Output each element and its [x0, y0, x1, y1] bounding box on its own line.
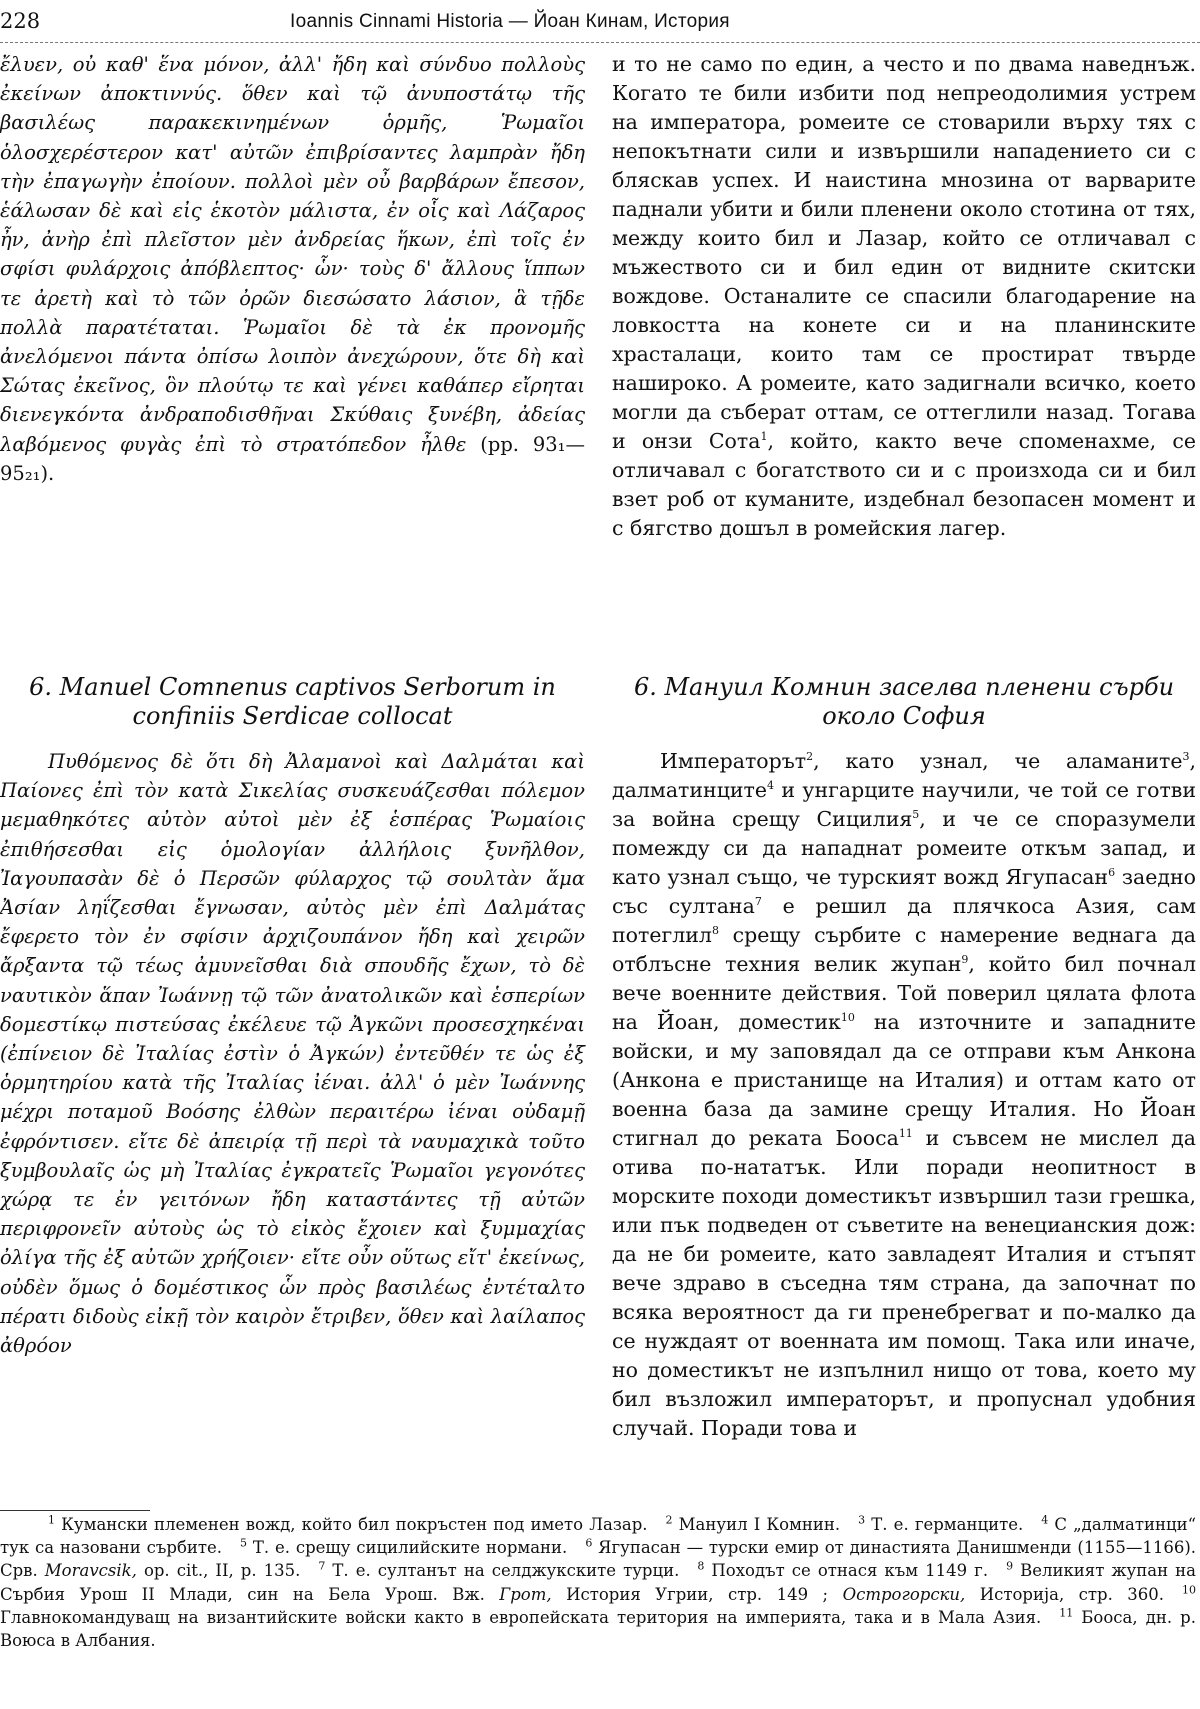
- text-run: История Угрии, стр. 149 ;: [551, 1584, 829, 1604]
- footnote-number: 9: [1006, 1559, 1014, 1573]
- footnote-number: 3: [858, 1513, 866, 1527]
- text-run: Т. е. германците.: [865, 1515, 1024, 1534]
- translation-paragraph: [612, 747, 1196, 1443]
- text-run: Острогорски,: [828, 1584, 966, 1604]
- footnote-number: 4: [1041, 1513, 1049, 1527]
- text-run: срещу сърбите с намерение веднага да отблъсне техния велик жупан: [612, 923, 1196, 976]
- footnote-marker: 11: [898, 1127, 913, 1141]
- greek-text-top: [0, 50, 585, 488]
- page-header: [0, 5, 1200, 41]
- header-rule: [0, 42, 1200, 43]
- text-run: Императорът: [660, 749, 807, 773]
- footnote-3: [858, 1515, 1023, 1534]
- text-run: Ягупасан — турски емир от династията Данишменди (1155—1166). Срв.: [0, 1538, 1196, 1581]
- footnote-number: 7: [318, 1559, 326, 1573]
- footnote-block: [0, 1513, 1196, 1652]
- footnote-number: 2: [665, 1513, 673, 1527]
- text-run: и унгарците научили, че той се готви за война срещу Сицилия: [612, 778, 1196, 831]
- section-heading-bulgarian: 6. Мануил Комнин заселва пленени сърби около София: [633, 673, 1175, 730]
- footnote-1: [48, 1515, 648, 1534]
- text-run: , като узнал, че аламаните: [813, 749, 1183, 773]
- translation-text: , който, както вече споменахме, се отличавал с богатството си и с произхода си и бил взет роб от куманите, издебнал безопасен момент и с бягство дошъл в ромейския лагер.: [612, 429, 1196, 540]
- text-run: на източните и западните войски, и му заповядал да се отправи към Анкона (Анкона е пристанище на Италия) и оттам като от военна база да замине срещу Италия. Но Йоан стигнал до реката Бооса: [612, 1010, 1196, 1150]
- footnote-marker: 3: [1182, 750, 1190, 764]
- footnote-marker: 4: [767, 779, 775, 793]
- text-run: Грот,: [484, 1584, 552, 1604]
- text-run: Кумански племенен вожд, който бил покръстен под името Лазар.: [55, 1515, 648, 1534]
- footnote-7: [318, 1561, 679, 1580]
- text-run: , далматинците: [612, 749, 1196, 802]
- footnote-number: 10: [1182, 1583, 1197, 1597]
- footnote-marker: 5: [912, 808, 920, 822]
- footnote-number: 11: [1059, 1606, 1074, 1620]
- text-run: Т. е. срещу сицилийските нормани.: [247, 1538, 568, 1558]
- footnote-marker: 1: [760, 430, 768, 444]
- footnote-marker: 2: [806, 750, 814, 764]
- section-heading-latin: 6. Manuel Comnenus captivos Serborum in confiniis Serdicae collocat: [29, 673, 556, 730]
- text-run: е решил да плячкоса Азия, сам потеглил: [612, 894, 1196, 947]
- footnote-number: 6: [585, 1536, 593, 1550]
- text-run: Т. е. султанът на селджукските турци.: [325, 1561, 680, 1581]
- greek-text-bottom: [0, 747, 585, 1360]
- footnote-number: 8: [697, 1559, 705, 1573]
- footnote-marker: 9: [961, 953, 969, 967]
- text-run: С „далматинци“ тук са назовани сърбите.: [0, 1515, 1197, 1558]
- text-run: Мануил I Комнин.: [672, 1515, 841, 1534]
- text-run: и съвсем не мислел да отива по-нататък. Или поради неопитност в морските походи доместикът извършил тази грешка, или пък подведен от съветите на венецианския дож: да не би ромеите, като завладеят Италия и стъпят вече здраво в съседна тям страна, да започнат по всяка вероятност да ги пренебрегват и по-малко да се нуждаят от военната им помощ. Така или иначе, но доместикът не изпълнил нищо от това, което му бил възложил императорът, и пропуснал удобния случай. Поради това и: [612, 1126, 1197, 1440]
- text-run: Главнокомандуващ на византийските войски както в европейската територия на империята, така и в Мала Азия.: [0, 1607, 1042, 1627]
- footnote-2: [666, 1515, 841, 1534]
- page-number: 228: [0, 9, 41, 33]
- translation-text: и то не само по един, а често и по двама наведнъж. Когато те били избити под непреодолимия устрем на императора, ромеите се стоварили върху тях с непокътнати сили и извършили нападението си с бляскав успех. И наистина мнозина от варварите паднали убити и били пленени около стотина от тях, между които бил и Лазар, който се отличавал с мъжеството си и бил един от видните скитски вождове. Останалите се спасили благодарение на ловкостта на конете си и на планинските храсталаци, които там се простират твърде нашироко. А ромеите, като задигнали всичко, което могли да съберат оттам, се оттеглили назад. Тогава и онзи Сота: [612, 52, 1196, 453]
- footnote-5: [240, 1538, 567, 1557]
- footnote-marker: 6: [1108, 866, 1116, 880]
- bulgarian-text-bottom: [612, 747, 1196, 1443]
- text-run: Великият жупан на Сърбия Урош II Млади, син на Бела Урош. Вж.: [0, 1561, 1196, 1604]
- text-run: заедно със султана: [612, 865, 1197, 918]
- text-run: Бооса, дн. р. Воюса в Албания.: [0, 1607, 1196, 1651]
- footnotes: [0, 1513, 1196, 1652]
- text-run: , и че се споразумели помежду си да нападнат ромеите откъм запад, и като узнал също, че турският вожд Ягупасан: [612, 807, 1196, 889]
- greek-paragraph: ἔλυεν, οὐ καθ' ἕνα μόνον, ἀλλ' ἤδη καὶ σύνδυο πολλοὺς ἐκείνων ἀποκτιννύς. ὅθεν καὶ τῷ ἀνυποστάτῳ τῆς βασιλέως παρακεκινημένων ὁρμῆς, Ῥωμαῖοι ὁλοσχερέστερον κατ' αὐτῶν ἐπιβρίσαντες λαμπρὰν ἤδη τὴν ἐπαγωγὴν ἐποίουν. πολλοὶ μὲν οὖ βαρβάρων ἔπεσον, ἑάλωσαν δὲ καὶ εἰς ἑκοτὸν μάλιστα, ἐν οἷς καὶ Λάζαρος ἦν, ἀνὴρ ἐπὶ πλεῖστον μὲν ἀνδρείας ἥκων, ἐπὶ τοῖς ἐν σφίσι φυλάρχοις ἀπόβλεπτος· ὧν· τοὺς δ' ἄλλους ἵππων τε ἀρετὴ καὶ τὸ τῶν ὀρῶν διεσώσατο λάσιον, ἃ τῇδε πολλὰ παρατέταται. Ῥωμαῖοι δὲ τὰ ἐκ προνομῆς ἀνελόμενοι πάντα ὀπίσω λοιπὸν ἀνεχώρουν, ὅτε δὴ καὶ Σώτας ἐκεῖνος, ὃν πλούτῳ τε καὶ γένει καθάπερ εἴρηται διενεγκόντα ἀνδραποδισθῆναι Σκύθαις ξυνέβη, ἀδείας λαβόμενος φυγὰς ἐπὶ τὸ στρατόπεδον ἦλθε: [0, 53, 585, 456]
- footnote-number: 5: [240, 1536, 248, 1550]
- text-run: , който бил почнал вече военните действия. Той поверил цялата флота на Йоан, доместик: [612, 952, 1196, 1034]
- footnote-marker: 10: [840, 1011, 855, 1025]
- bulgarian-text-top: [612, 50, 1196, 543]
- text-run: Походът се отнася към 1149 г.: [704, 1561, 989, 1581]
- footnote-8: [697, 1561, 988, 1580]
- running-head: Ioannis Cinnami Historia — Йоан Кинам, История: [290, 11, 730, 32]
- footnote-marker: 8: [711, 924, 719, 938]
- source-reference: (pp. 93₁—95₂₁).: [0, 432, 586, 485]
- footnote-marker: 7: [754, 895, 762, 909]
- footnote-rule: [0, 1510, 150, 1511]
- text-run: Историја, стр. 360.: [965, 1584, 1165, 1604]
- text-run: Moravcsik,: [37, 1561, 137, 1581]
- text-run: op. cit., II, p. 135.: [136, 1561, 301, 1581]
- greek-paragraph: Πυθόμενος δὲ ὅτι δὴ Ἀλαμανοὶ καὶ Δαλμάται καὶ Παίονες ἐπὶ τὸν κατὰ Σικελίας συσκευάζεσθαι πόλεμον μεμαθηκότες αὐτὸν αὐτοὶ μὲν ἐξ ἑσπέρας Ῥωμαίοις ἐπιθήσεσθαι εἰς ὁμολογίαν ἀλλήλοις ξυνῆλθον, Ἰαγουπασὰν δὲ ὁ Περσῶν φύλαρχος τῷ σουλτὰν ἅμα Ἀσίαν ληΐζεσθαι ἔγνωσαν, αὐτὸς μὲν ἐπὶ Δαλμάτας ἔφερετο τὸν ἐν σφίσιν ἀρχιζουπάνον ἤδη καὶ χειρῶν ἄρξαντα τῷ τέως ἀμυνεῖσθαι διὰ σπουδῆς ἔχων, τὸ δὲ ναυτικὸν ἅπαν Ἰωάννῃ τῷ τῶν ἀνατολικῶν καὶ ἑσπερίων δομεστίκῳ πιστεύσας ἐκέλευε τῷ Ἀγκῶνι προσεσχηκέναι (ἐπίνειον δὲ Ἰταλίας ἐστὶν ὁ Ἀγκών) ἐντεῦθέν τε ὡς ἐξ ὁρμητηρίου κατὰ τῆς Ἰταλίας ἰέναι. ἀλλ' ὁ μὲν Ἰωάννης μέχρι ποταμοῦ Βοόσης ἐλθὼν περαιτέρω ἰέναι οὐδαμῇ ἐφρόντισεν. εἴτε δὲ ἀπειρίᾳ τῇ περὶ τὰ ναυμαχικὰ τοῦτο ξυμβουλαῖς ὡς μὴ Ἰταλίας ἐγκρατεῖς Ῥωμαῖοι γεγονότες χώρᾳ τε ἐν γειτόνων ἤδη καταστάντες τῇ αὐτῶν περιφρονεῖν αὐτοὺς ὡς τὸ εἰκὸς ἔχοιεν καὶ ξυμμαχίας ὀλίγα τῆς ἐξ αὐτῶν χρήζοιεν· εἴτε οὖν οὕτως εἴτ' ἐκείνως, οὐδὲν ὅμως ὁ δομέστικος ὧν πρὸς βασιλέως ἐντέταλτο πέρατι διδοὺς εἰκῇ τὸν καιρὸν ἔτριβεν, ὅθεν καὶ λαίλαπος ἀθρόον: [0, 750, 585, 1358]
- footnote-number: 1: [48, 1513, 55, 1527]
